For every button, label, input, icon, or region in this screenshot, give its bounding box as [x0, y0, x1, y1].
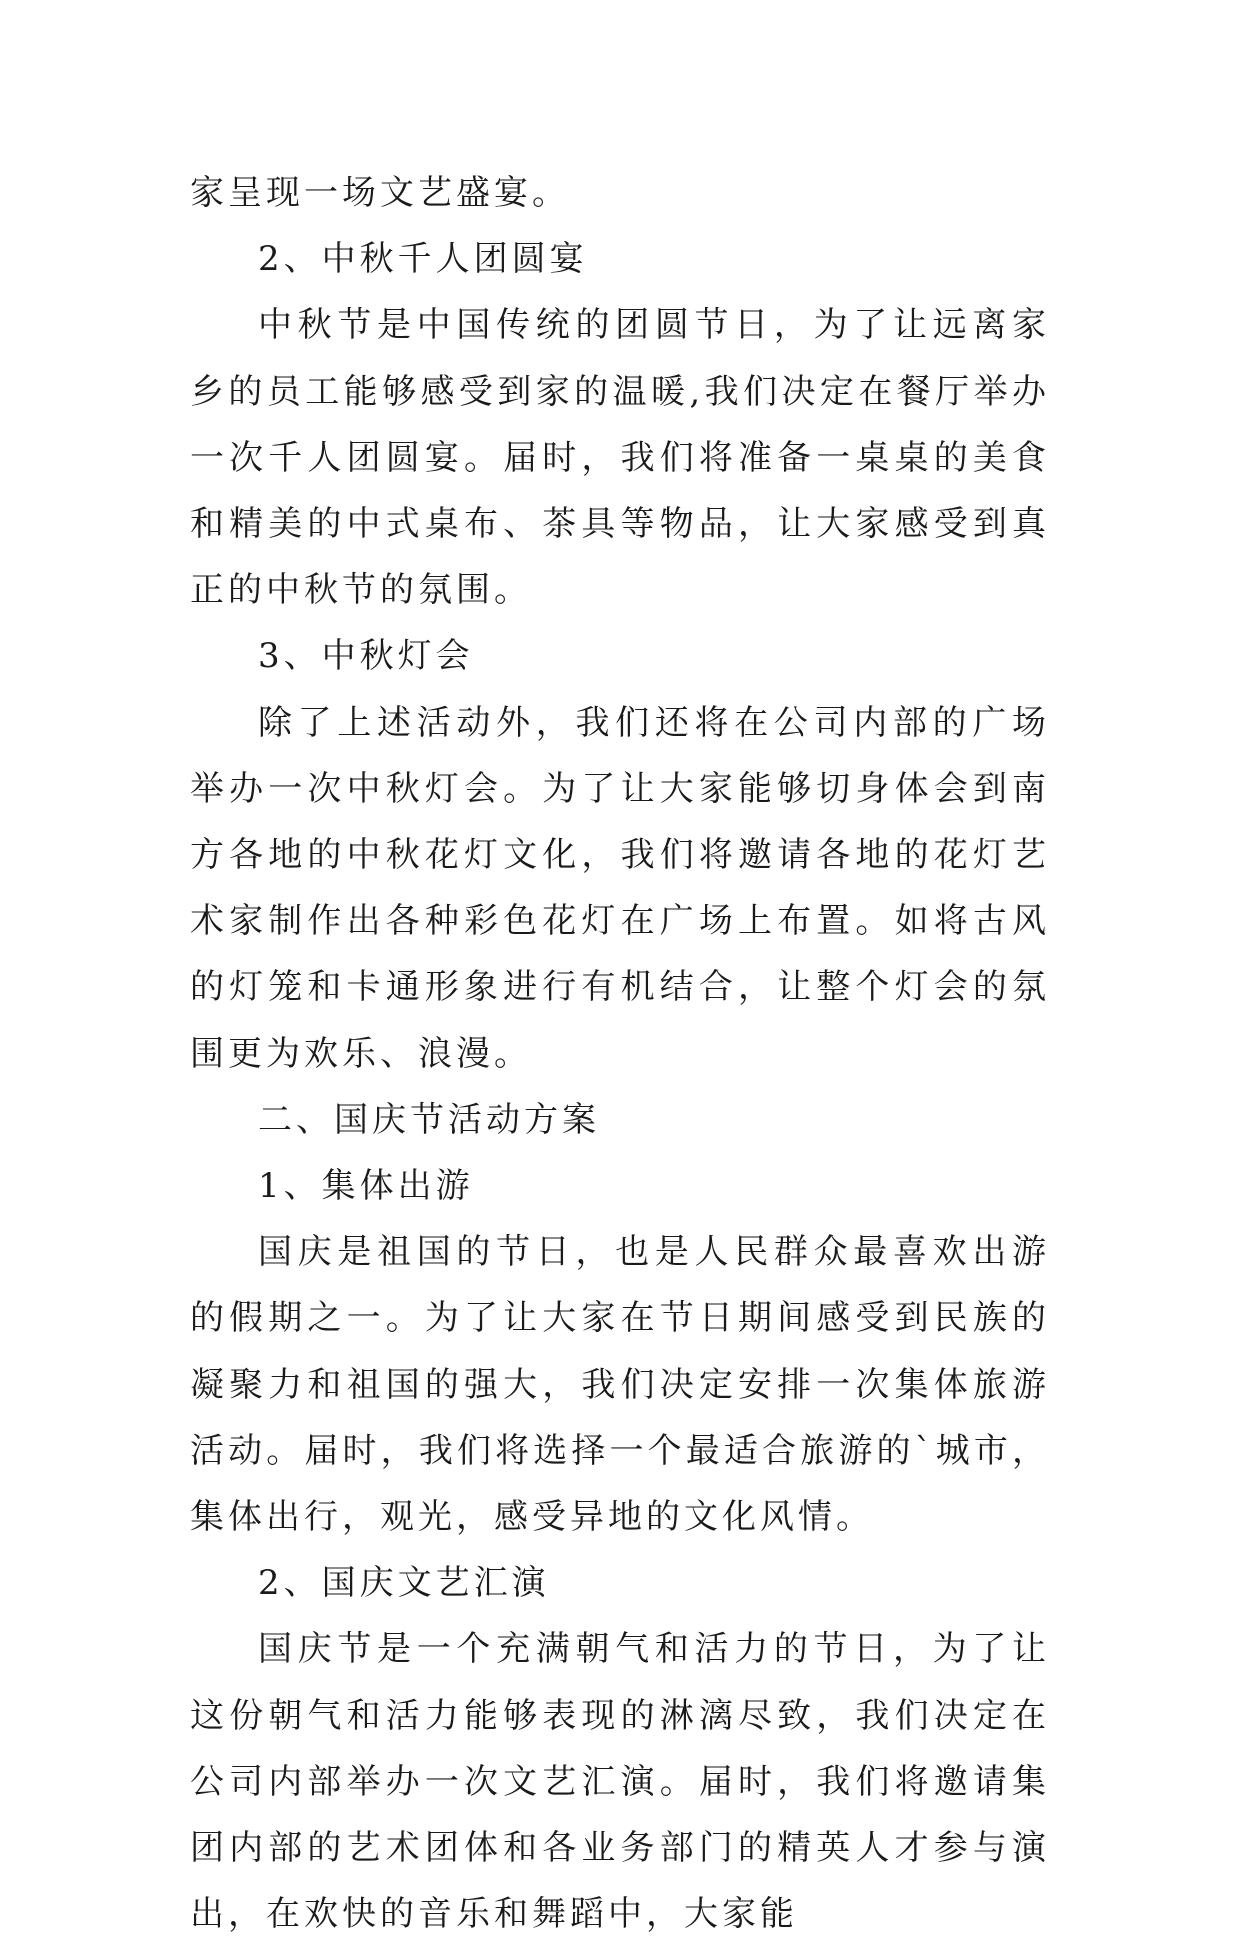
paragraph-continuation: 家呈现一场文艺盛宴。: [190, 173, 570, 213]
paragraph-arts-performance: 国庆节是一个充满朝气和活力的节日，为了让这份朝气和活力能够表现的淋漓尽致，我们决定在公司内部举办一次文艺汇演。届时，我们将邀请集团内部的艺术团体和各业务部门的精英人才参与演出，在欢快的音乐和舞蹈中，大家能: [190, 1629, 1050, 1935]
heading-group-trip: 1、集体出游: [258, 1166, 474, 1207]
heading-arts-performance: 2、国庆文艺汇演: [258, 1563, 550, 1604]
heading-mid-autumn-banquet: 2、中秋千人团圆宴: [258, 239, 588, 280]
heading-lantern-festival: 3、中秋灯会: [258, 636, 474, 677]
paragraph-group-trip: 国庆是祖国的节日，也是人民群众最喜欢出游的假期之一。为了让大家在节日期间感受到民族的凝聚力和祖国的强大，我们决定安排一次集体旅游活动。届时，我们将选择一个最适合旅游的`城市，集体出行，观光，感受异地的文化风情。: [190, 1232, 1050, 1538]
document-body: [190, 160, 1050, 1947]
heading-national-day-plan: 二、国庆节活动方案: [258, 1099, 600, 1140]
paragraph-lantern-festival: 除了上述活动外，我们还将在公司内部的广场举办一次中秋灯会。为了让大家能够切身体会到南方各地的中秋花灯文化，我们将邀请各地的花灯艺术家制作出各种彩色花灯在广场上布置。如将古风的灯笼和卡通形象进行有机结合，让整个灯会的氛围更为欢乐、浪漫。: [190, 702, 1050, 1074]
paragraph-mid-autumn-banquet: 中秋节是中国传统的团圆节日，为了让远离家乡的员工能够感受到家的温暖,我们决定在餐厅举办一次千人团圆宴。届时，我们将准备一桌桌的美食和精美的中式桌布、茶具等物品，让大家感受到真正的中秋节的氛围。: [190, 305, 1050, 611]
